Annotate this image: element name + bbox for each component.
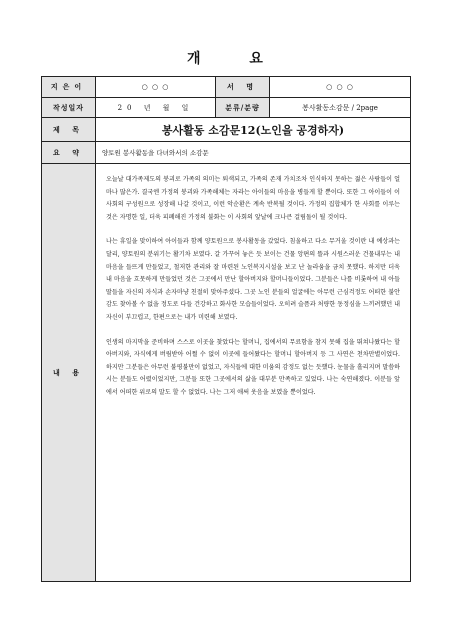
author-label: 지은이 xyxy=(42,77,96,98)
summary-label: 요 약 xyxy=(42,142,96,164)
signature-value: ○ ○ ○ xyxy=(270,77,411,98)
author-row xyxy=(42,77,411,98)
signature-label: 서 명 xyxy=(216,77,270,98)
subject-row xyxy=(42,118,411,142)
category-label: 분류/분량 xyxy=(216,98,270,118)
date-row xyxy=(42,98,411,118)
summary-value: 양토원 봉사활동을 다녀와서의 소감문 xyxy=(96,142,411,164)
date-value: 20 년 월 일 xyxy=(96,98,216,118)
content-label: 내 용 xyxy=(42,164,96,582)
subject-label: 제 목 xyxy=(42,118,96,142)
author-value: ○ ○ ○ xyxy=(96,77,216,98)
content-paragraph: 오늘날 대가족제도의 붕괴로 가족의 의미는 퇴색되고, 가족의 존재 가치조차 인식하지 못하는 젊은 사람들이 얼마나 많은가. 결국엔 가정의 붕괴와 가족해체는 자라는 아이들의 마음을 병들게 할 뿐이다. 또한 그 아이들이 이 사회의 구성원으로 성장해 나갈 것이고, 이런 악순환은 계속 반복될 것이다. 가정의 집합체가 한 사회를 이루는 것은 자명한 일, 더욱 피폐해진 가정의 불화는 이 사회의 앞날에 크나큰 걸림돌이 될 것이다. xyxy=(106,176,400,221)
overview-table xyxy=(41,76,411,582)
content-row xyxy=(42,164,411,582)
category-value: 봉사활동소감문 / 2page xyxy=(270,98,411,118)
content-paragraph: 인생의 마지막을 준비하며 스스로 이곳을 찾았다는 할머니, 집에서의 무료함을 참지 못해 집을 뛰쳐나왔다는 할아버지와, 자식에게 버림받아 어쩔 수 없이 이곳에 들어왔다는 할머니 할아버지 등 그 사연은 천차만별이었다. 하지만 그분들은 아무런 불평불만이 없었고, 자식들에 대한 미움의 감정도 없는 듯했다. 눈물을 흘리지며 말씀하시는 분들도 어렸이었지만, 그분들 또한 그곳에서의 삶을 대부분 만족하고 있었다. 나는 숙연해졌다. 이분들 앞에서 어떠한 위로의 말도 할 수 없었다. 나는 그저 애써 웃음을 보였을 뿐이었다. xyxy=(106,338,400,396)
content-body xyxy=(96,164,411,582)
content-paragraph: 나는 휴일을 맞이하여 아이들과 함께 양토원으로 봉사활동을 갔었다. 침울하고 다소 무거울 것이란 내 예상과는 달리, 양토원의 분위기는 활기차 보였다. 갈 가꾸어 놓은 듯 보이는 건물 앙편의 뜰과 시원스러운 건물내부는 내 마음을 들뜨게 만들었고, 철저한 관리와 잘 마련된 노인복지시설을 보고 난 놀라움을 금치 못했다. 하지만 더욱 내 마음을 흐뭇하게 만들었던 것은 그곳에서 만난 할아버지와 할머니들이었다. 그분들은 나를 비롯하여 내 아들 딸들을 자신의 자식과 손자마냥 친절히 맞아주셨다. 그곳 노인 분들의 얼굴에는 아무런 근심걱정도 어떠한 불안감도 찾아볼 수 없을 정도로 다들 건강하고 화사한 모습들이었다. 오히려 슬픔과 처량한 동정심을 느끼려했던 내 자신이 부끄럽고, 한편으로는 내가 미련해 보였다. xyxy=(106,238,400,321)
date-label: 작성일자 xyxy=(42,98,96,118)
subject-value: 봉사활동 소감문12(노인을 공경하자) xyxy=(96,118,411,142)
page-title: 개 요 xyxy=(187,51,285,67)
summary-row xyxy=(42,142,411,164)
